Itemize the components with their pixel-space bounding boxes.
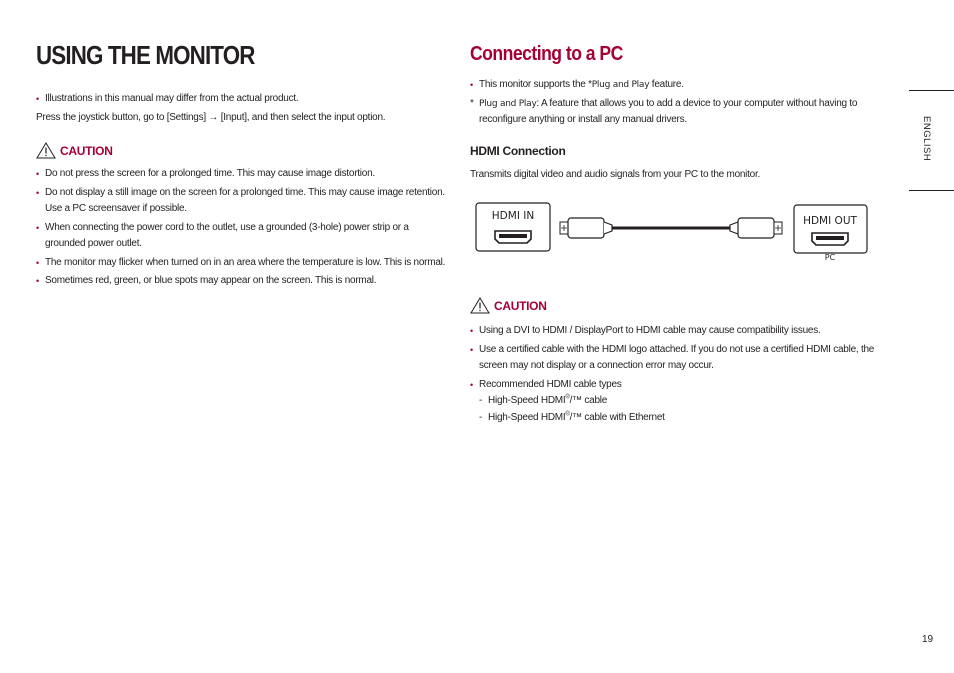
list-item: • Using a DVI to HDMI / DisplayPort to HDMI cable may cause compatibility issues. (470, 323, 880, 340)
pc-hdmi-port (794, 205, 867, 262)
list-item: • The monitor may flicker when turned on in an area where the temperature is low. This is normal. (36, 255, 446, 272)
list-item: • Sometimes red, green, or blue spots may appear on the screen. This is normal. (36, 273, 446, 290)
support-suffix: feature. (649, 79, 684, 90)
support-prefix: This monitor supports the * (479, 79, 592, 90)
caution-heading (470, 297, 880, 314)
dash: - (479, 395, 483, 406)
caution-list (470, 323, 880, 393)
intro-section (36, 91, 446, 126)
list-item: • Illustrations in this manual may differ from the actual product. (36, 91, 446, 108)
section-title: Connecting to a PC (470, 43, 623, 65)
page-number: 19 (922, 634, 934, 645)
monitor-hdmi-port (476, 203, 550, 251)
cable-name: High-Speed HDMI (488, 395, 566, 406)
cable-types-label: Recommended HDMI cable types (479, 378, 622, 390)
hdmi-connection-diagram (472, 198, 872, 264)
cable-name: High-Speed HDMI (488, 411, 566, 423)
hdmi-heading: HDMI Connection (470, 144, 566, 158)
cable-suffix: /™ cable (569, 395, 608, 406)
monitor-port-label: HDMI IN (491, 210, 535, 222)
caution-section (36, 166, 446, 292)
intro-list (36, 91, 446, 108)
list-item: • Do not display a still image on the screen for a prolonged time. This may cause image retention. Use a PC screensaver if possible. (36, 185, 446, 218)
page-title: USING THE MONITOR (36, 40, 255, 70)
list-item (470, 377, 880, 394)
footnote-term: Plug and Play (479, 98, 537, 109)
caution-list (36, 166, 446, 290)
plug-play-section (470, 77, 880, 129)
pc-port-label: HDMI OUT (803, 215, 857, 227)
list-item: • Use a certified cable with the HDMI logo attached. If you do not use a certified HDMI cable, the screen may not display or a connection error may occur. (470, 342, 880, 375)
hdmi-description: Transmits digital video and audio signals from your PC to the monitor. (470, 169, 761, 180)
caution-label: CAUTION (60, 143, 113, 158)
list-item: • Do not press the screen for a prolonged time. This may cause image distortion. (36, 166, 446, 183)
registered-mark: ® (565, 411, 570, 418)
language-label: ENGLISH (921, 116, 932, 162)
warning-icon (470, 297, 490, 314)
cable-types-list (470, 393, 880, 426)
pc-label: PC (824, 253, 836, 262)
registered-mark: ® (565, 394, 570, 401)
footnote (470, 96, 880, 129)
cable-caution-section (470, 323, 880, 426)
support-term: Plug and Play (591, 80, 650, 90)
footnote-star: * (470, 97, 474, 109)
list-item (470, 77, 880, 94)
caution-heading (36, 142, 446, 159)
sidebar-divider-bottom (909, 190, 954, 191)
cable-suffix: /™ cable with Ethernet (569, 411, 665, 423)
sidebar-divider-top (909, 90, 954, 91)
caution-label: CAUTION (494, 298, 547, 313)
warning-icon (36, 142, 56, 159)
dash: - (479, 411, 483, 423)
intro-text: Press the joystick button, go to [Settings] → [Input], and then select the input option. (36, 111, 386, 123)
footnote-text: : A feature that allows you to add a device to your computer without having to reconfigure anything or install any manual drivers. (479, 97, 858, 125)
list-item (479, 393, 880, 410)
hdmi-cable (560, 218, 782, 238)
list-item (479, 410, 880, 427)
support-list (470, 77, 880, 94)
list-item: • When connecting the power cord to the outlet, use a grounded (3-hole) power strip or a grounded power outlet. (36, 220, 446, 253)
